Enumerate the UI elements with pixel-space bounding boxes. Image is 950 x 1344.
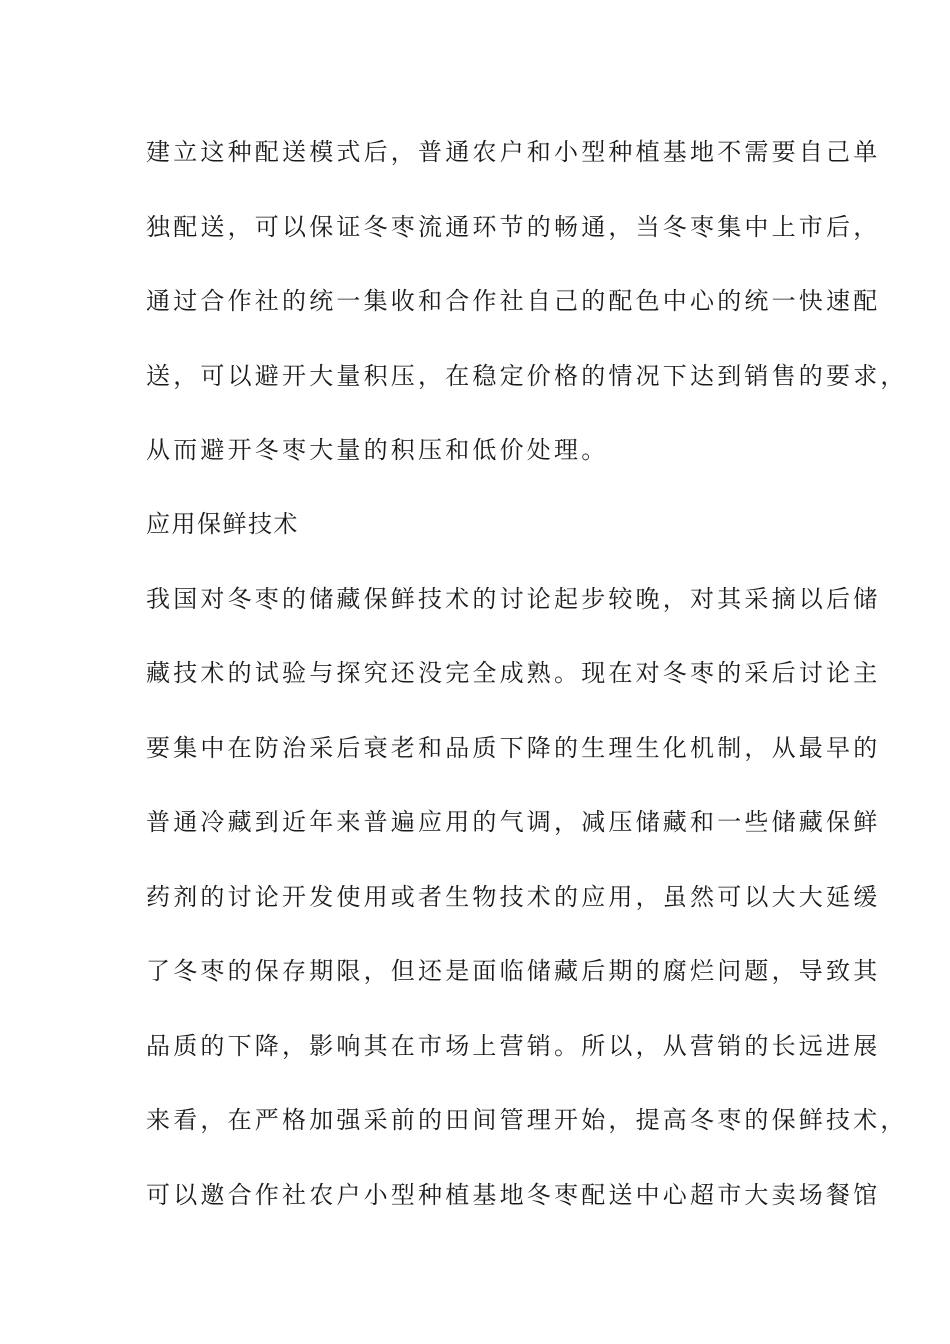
text-line: 可以邀合作社农户小型种植基地冬枣配送中心超市大卖场餐馆 <box>146 1181 881 1209</box>
text-line: 我国对冬枣的储藏保鲜技术的讨论起步较晚，对其采摘以后储 <box>146 585 881 613</box>
text-line: 独配送，可以保证冬枣流通环节的畅通，当冬枣集中上市后， <box>146 213 881 241</box>
text-line: 要集中在防治采后衰老和品质下降的生理生化机制，从最早的 <box>146 734 881 762</box>
text-line: 通过合作社的统一集收和合作社自己的配色中心的统一快速配 <box>146 287 881 315</box>
text-line: 普通冷藏到近年来普遍应用的气调，减压储藏和一些储藏保鲜 <box>146 808 881 836</box>
text-line: 藏技术的试验与探究还没完全成熟。现在对冬枣的采后讨论主 <box>146 659 881 687</box>
text-line: 建立这种配送模式后，普通农户和小型种植基地不需要自己单 <box>146 138 881 166</box>
section-heading: 应用保鲜技术 <box>146 510 299 538</box>
text-line: 来看，在严格加强采前的田间管理开始，提高冬枣的保鲜技术， <box>146 1106 908 1134</box>
text-line: 品质的下降，影响其在市场上营销。所以，从营销的长远进展 <box>146 1032 881 1060</box>
text-line: 从而避开冬枣大量的积压和低价处理。 <box>146 436 609 464</box>
text-line: 药剂的讨论开发使用或者生物技术的应用，虽然可以大大延缓 <box>146 883 881 911</box>
text-line: 了冬枣的保存期限，但还是面临储藏后期的腐烂问题，导致其 <box>146 957 881 985</box>
text-line: 送，可以避开大量积压，在稳定价格的情况下达到销售的要求， <box>146 362 908 390</box>
